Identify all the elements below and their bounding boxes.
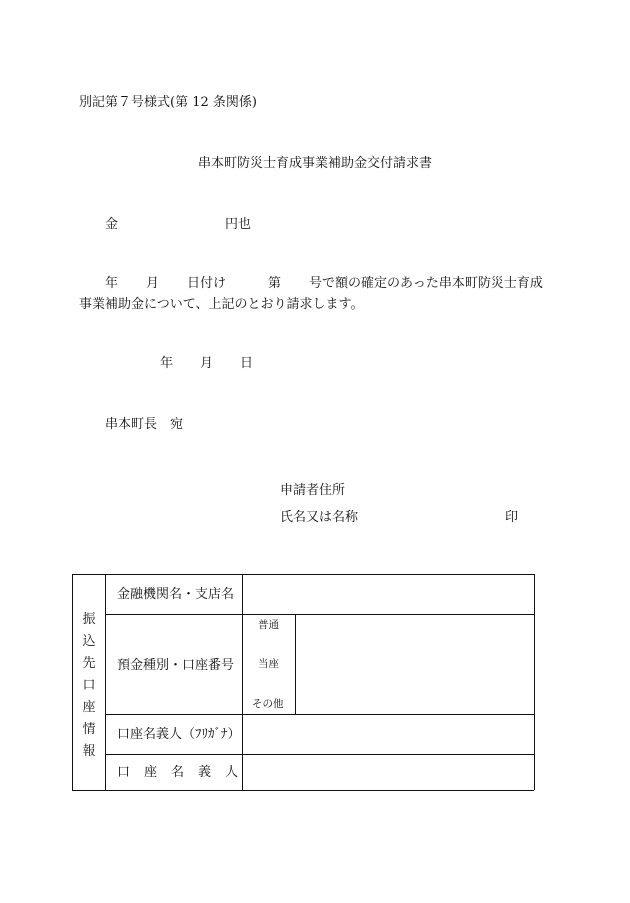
bank-branch-label: 金融機関名・支店名 [117, 587, 235, 602]
document-title: 串本町防災士育成事業補助金交付請求書 [197, 156, 432, 171]
transfer-account-side-header: 振 込 先 口 座 情 報 [82, 612, 96, 759]
table-border-right [534, 574, 535, 790]
body-year: 年 [105, 276, 119, 291]
amount-prefix: 金 [105, 217, 119, 232]
account-holder-label: 口 座 名 義 人 [117, 765, 239, 780]
form-number-label: 別記第７号様式(第 12 条関係) [79, 95, 257, 110]
bank-branch-input[interactable] [243, 575, 533, 613]
account-type-futsu[interactable]: 普通 [258, 619, 279, 631]
account-holder-input[interactable] [243, 755, 533, 789]
table-divider-side [105, 574, 106, 790]
account-type-other[interactable]: その他 [252, 698, 284, 710]
date-year: 年 [160, 356, 174, 371]
body-month: 月 [146, 276, 160, 291]
account-type-number-label: 預金種別・口座番号 [117, 658, 235, 673]
date-day: 日 [240, 356, 254, 371]
applicant-name-label: 氏名又は名称 [280, 510, 359, 525]
body-line1-rest: 号で額の確定のあった串本町防災士育成 [309, 276, 543, 291]
date-month: 月 [200, 356, 214, 371]
account-type-touza[interactable]: 当座 [258, 658, 279, 670]
applicant-address-label: 申請者住所 [280, 483, 346, 498]
account-holder-kana-input[interactable] [243, 715, 533, 753]
account-holder-kana-label: 口座名義人（ﾌﾘｶﾞﾅ） [117, 727, 241, 742]
body-day-attached: 日付け [187, 276, 227, 291]
account-number-input[interactable] [296, 615, 533, 713]
addressee: 串本町長 宛 [105, 417, 184, 432]
amount-suffix: 円也 [225, 217, 252, 232]
table-border-bottom [72, 790, 534, 791]
body-line2: 事業補助金について、上記のとおり請求します。 [79, 297, 364, 312]
seal-mark: 印 [505, 510, 519, 525]
body-number-prefix: 第 [268, 276, 282, 291]
